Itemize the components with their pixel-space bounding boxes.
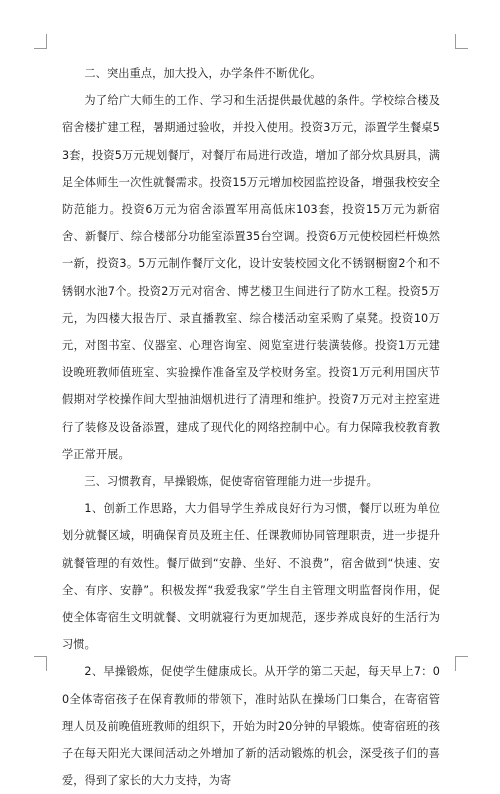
section-heading-3: 三、习惯教育，早操锻炼，促使寄宿管理能力进一步提升。 [84,475,378,489]
section-heading-2: 二、突出重点，加大投入，办学条件不断优化。 [84,67,322,80]
crop-mark-top-left [34,34,47,49]
crop-mark-bottom-left [34,656,47,671]
paragraph-habits: 1、创新工作思路，大力倡导学生养成良好行为习惯，餐厅以班为单位划分就餐区域，明确保育员及班主任、任课教师协同管理职责，进一步提升就餐管理的有效性。餐厅做到“安静、坐好、不浪费”，宿舍做到“快速、安全、有序、安静”。积极发挥“我爱我家”学生自主管理文明监督岗作用，促使全体寄宿生文明就餐、文明就寝行为更加规范，逐步养成良好的生活行为习惯。 [62,502,440,652]
crop-mark-bottom-right [455,656,468,671]
document-body [62,60,440,788]
crop-mark-top-right [455,34,468,49]
paragraph-investment: 为了给广大师生的工作、学习和生活提供最优越的条件。学校综合楼及宿舍楼扩建工程，暑期通过验收，并投入使用。投资3万元，添置学生餐桌53套，投资5万元规划餐厅，对餐厅布局进行改造，增加了部分炊具厨具，满足全体师生一次性就餐需求。投资15万元增加校园监控设备，增强我校安全防范能力。投资6万元为宿舍添置军用高低床103套，投资15万元为新宿舍、新餐厅、综合楼部分功能室添置35台空调。投资6万元使校园栏杆焕然一新，投资3。5万元制作餐厅文化，设计安装校园文化不锈钢橱窗2个和不锈钢水池7个。投资2万元对宿舍、博艺楼卫生间进行了防水工程。投资5万元，为四楼大报告厅、录直播教室、综合楼活动室采购了桌凳。投资10万元，对图书室、仪器室、心理咨询室、阅览室进行装潢装修。投资1万元建设晚班教师值班室、实验操作准备室及学校财务室。投资1万元利用国庆节假期对学校操作间大型抽油烟机进行了清理和维护。投资7万元对主控室进行了装修及设备添置，建成了现代化的网络控制中心。有力保障我校教育教学正常开展。 [62,94,440,461]
paragraph-morning-exercise: 2、早操锻炼，促使学生健康成长。从开学的第二天起，每天早上7：00全体寄宿孩子在保育教师的带领下，准时站队在操场门口集合，在寄宿管理人员及前晚值班教师的组织下，开始为时20分钟的早锻炼。使寄宿班的孩子在每天阳光大课间活动之外增加了新的活动锻炼的机会，深受孩子们的喜爱，得到了家长的大力支持，为寄 [62,665,440,788]
